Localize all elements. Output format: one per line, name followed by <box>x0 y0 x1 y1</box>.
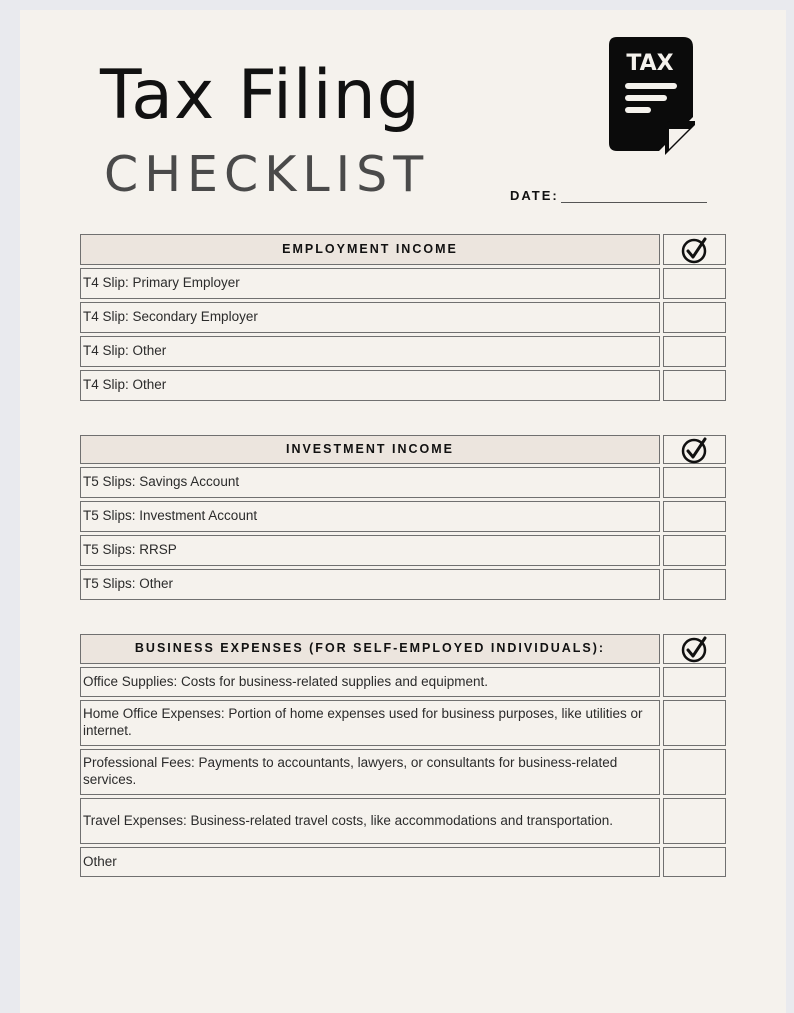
checklist-item: T4 Slip: Primary Employer <box>80 268 660 299</box>
check-box[interactable] <box>663 268 726 299</box>
section-investment-income <box>80 435 728 603</box>
check-box[interactable] <box>663 336 726 367</box>
date-line[interactable] <box>561 188 707 203</box>
date-field[interactable] <box>510 188 707 203</box>
check-box[interactable] <box>663 569 726 600</box>
check-box[interactable] <box>663 667 726 697</box>
checklist-item: Home Office Expenses: Portion of home expenses used for business purposes, like utilities or internet. <box>80 700 660 746</box>
section-employment-income <box>80 234 728 404</box>
checkmark-icon <box>681 436 709 464</box>
tax-icon-label: TAX <box>626 51 674 76</box>
checklist-page <box>20 10 786 1013</box>
checkmark-icon <box>681 236 709 264</box>
page-title: Tax Filing <box>100 56 421 135</box>
checklist-item: T4 Slip: Secondary Employer <box>80 302 660 333</box>
checklist-item: T5 Slips: Savings Account <box>80 467 660 498</box>
header-check-cell <box>663 634 726 664</box>
checklist-item: Professional Fees: Payments to accountants, lawyers, or consultants for business-related services. <box>80 749 660 795</box>
check-box[interactable] <box>663 847 726 877</box>
check-box[interactable] <box>663 798 726 844</box>
checklist-item: T5 Slips: RRSP <box>80 535 660 566</box>
check-box[interactable] <box>663 501 726 532</box>
section-header: INVESTMENT INCOME <box>80 435 660 464</box>
check-box[interactable] <box>663 749 726 795</box>
check-box[interactable] <box>663 370 726 401</box>
checklist-item: T5 Slips: Investment Account <box>80 501 660 532</box>
checklist-item: Other <box>80 847 660 877</box>
checklist-item: T4 Slip: Other <box>80 370 660 401</box>
header-check-cell <box>663 435 726 464</box>
page-subtitle: CHECKLIST <box>104 146 430 203</box>
check-box[interactable] <box>663 467 726 498</box>
section-header: EMPLOYMENT INCOME <box>80 234 660 265</box>
header-check-cell <box>663 234 726 265</box>
tax-document-icon <box>609 37 695 155</box>
checklist-item: Office Supplies: Costs for business-related supplies and equipment. <box>80 667 660 697</box>
section-header: BUSINESS EXPENSES (FOR SELF-EMPLOYED INDIVIDUALS): <box>80 634 660 664</box>
checklist-item: Travel Expenses: Business-related travel costs, like accommodations and transportation. <box>80 798 660 844</box>
checklist-item: T4 Slip: Other <box>80 336 660 367</box>
date-label: DATE: <box>510 188 559 203</box>
checkmark-icon <box>681 635 709 663</box>
check-box[interactable] <box>663 535 726 566</box>
check-box[interactable] <box>663 700 726 746</box>
check-box[interactable] <box>663 302 726 333</box>
section-business-expenses <box>80 634 728 880</box>
checklist-item: T5 Slips: Other <box>80 569 660 600</box>
